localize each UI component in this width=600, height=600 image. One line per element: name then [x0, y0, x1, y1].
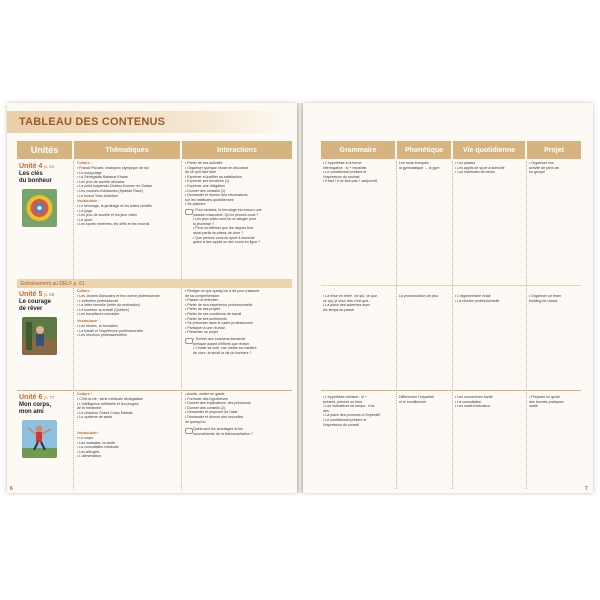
- col-divider: [181, 161, 182, 389]
- unit-6-vocab-label: Vocabulaire :: [77, 431, 100, 435]
- col-divider: [452, 161, 453, 489]
- unit-4-discussion: • Pour certains, le bricolage est encore une passion masculine. Qu'en pensez-vous ? • Les jeux vidéo sont-ils un danger pour la jeunesse ? • Peut-on affirmer que les risques font aussi partie du plaisir de vivre ? • Que pensez-vous du sport à domicile grâce à des applis ou des cours en ligne ?: [193, 208, 262, 245]
- unit-6-photo: [22, 420, 57, 458]
- unit-6-number: Unité 6 p. 77: [19, 394, 55, 401]
- unit-5-projet: • Organiser un team building de classe: [529, 294, 562, 303]
- unit-4-culture: • Franck Piccard, champion olympique de ski • Le surpyclage • Le Sénégalais Babacar Khane • Les jeux de société africains • Le point suspendu Charles Kuonen en Suisse • Les courses d'obstacles (Spartan Race) • Le luxeur Yves Aubetton: [77, 166, 153, 198]
- unit-6-vie-quotidienne: • Les couvertures santé • La consultation • Les mails fradouleux: [455, 395, 493, 409]
- row-divider: [321, 390, 581, 391]
- col-divider: [73, 161, 74, 389]
- unit-4-title: Les clés du bonheur: [19, 171, 52, 184]
- unit-5-title: Le courage de rêver: [19, 299, 52, 312]
- unit-4-vie-quotidienne: • Les plaisirs • Les applis de sport à domicile • Les habitudes de loisirs: [455, 161, 505, 175]
- speech-bubble-icon: [185, 338, 193, 344]
- col-divider: [73, 392, 74, 490]
- header-units: Unités: [17, 141, 72, 159]
- col-divider: [396, 161, 397, 489]
- unit-4-interactions: • Parler de ses activités • Organiser quelque chose en discutant de ce qu'il faut faire • Exprimer et justifier sa satisfaction • Exprimer ses émotions (1) • Exprimer une obligation • Donner des conseils (1) • Demander et donner des informations sur les habitudes quotidiennes • Se plaindre: [185, 161, 248, 207]
- unit-5-culture-label: Culture :: [77, 289, 92, 293]
- unit-4-photo: [22, 189, 57, 227]
- unit-4-number: Unité 4 p. 51: [19, 163, 55, 170]
- unit-6-discussion: Quels sont les avantages et les inconvénients de la téléconsultation ?: [193, 427, 253, 436]
- unit-6-vocab: • Le corps • Les maladies, la santé • La consultation médicale • Les allergies • L'alimentation: [77, 436, 119, 459]
- header-projet: Projet: [527, 141, 581, 159]
- unit-4-grammaire: • L'hypothèse à la forme interrogative : si + imparfait • Le conditionnel présent et l'expression du souhait • Il faut / il ne faut pas + subjonctif: [323, 161, 377, 184]
- left-page: [7, 103, 297, 493]
- unit-6-culture-label: Culture :: [77, 392, 92, 396]
- header-vie-quotidienne: Vie quotidienne: [453, 141, 525, 159]
- unit-6-projet: • Préparer un guide des bonnes pratiques santé: [529, 395, 564, 409]
- unit-5-photo: [22, 317, 57, 355]
- unit-6-culture: • C'est la vie : série médicale sénégalaise • L'intelligence artificielle et les progrès de la médecine • Le chanteur Grand Corps Malade • Le système de santé: [77, 397, 144, 420]
- unit-5-discussion: • Trichier aux examens demande presque autant d'efforts que réviser • Choisir sa voie, voir mettre sa manière de vivre, la serait la clé du bonheur ?: [193, 337, 257, 355]
- unit-4-culture-label: Culture :: [77, 161, 92, 165]
- row-divider: [17, 390, 292, 391]
- unit-6-interactions: • Avertir, mettre en garde • Formuler des hypothèses • Donner des explications, des précisions • Donner des conseils (2) • Demander et proposer de l'aide • Demander et donner des nouvelles de quelqu'un: [185, 392, 251, 424]
- unit-6-title: Mon corps, mon ami: [19, 402, 52, 415]
- speech-bubble-icon: [185, 428, 193, 434]
- page-title: TABLEAU DES CONTENUS: [19, 116, 166, 128]
- unit-5-vie-quotidienne: • L'argumentaire éclair • La réunion professionnelle: [455, 294, 500, 303]
- unit-4-vocab: • Le bricolage, le jardinage et les loisirs créatifs • Le yoga • Les jeux de société et les jeux vidéo • Le sport • Les sports extrêmes, les défis et les records: [77, 204, 152, 227]
- unit-5-interactions: • Rédiger ce que quelqu'un a dit pour s'assurer de sa compréhension • Passer un entretien • Parler de son expérience professionnelle • Parler de ses projets • Parler de ses conditions de travail • Parler de ses sentiments • Se présenter dans le cadre professionnel • Participer à une réunion • Présenter un projet: [185, 289, 260, 335]
- col-divider: [526, 161, 527, 489]
- unit-5-grammaire: • La mise en relief : ce qui, ce que, ce qui, je veux dire c'est que... • La place des adverbes avec les temps du passé: [323, 294, 378, 312]
- page-number-right: 7: [585, 486, 588, 492]
- delf-banner: Entraînement au DELF p. 61: [17, 279, 292, 288]
- unit-5-vocab: • Les études, la formation • Le travail et l'expérience professionnelle • Les réunions professionnelles: [77, 324, 144, 338]
- unit-5-phonetique: La prononciation de plus: [399, 294, 439, 298]
- row-divider: [321, 285, 581, 286]
- header-grammaire: Grammaire: [321, 141, 395, 159]
- unit-5-number: Unité 5 p. 65: [19, 291, 55, 298]
- page-number-left: 6: [10, 486, 13, 492]
- col-divider: [181, 392, 182, 490]
- header-phonetique: Phonétique: [397, 141, 451, 159]
- unit-5-vocab-label: Vocabulaire :: [77, 319, 100, 323]
- unit-4-phonetique: Les mots tronqués : la gymnastique → la gym: [399, 161, 440, 170]
- unit-5-culture: • Les Jeunes Marocains et leur avenir professionnel • L'entretien professionnel • La lettre formelle (lettre de motivation) • Le bonheur au travail (Québec) • Les travailleurs nomades: [77, 294, 160, 317]
- unit-6-grammaire: • L'hypothèse certaine : si + présent, présent ou futur • Les indicateurs de temps : d'ici, dès • La place des pronoms à l'impératif • Le conditionnel présent et l'expression du conseil: [323, 395, 380, 427]
- header-thematiques: Thématiques: [74, 141, 180, 159]
- unit-4-vocab-label: Vocabulaire :: [77, 199, 100, 203]
- right-page: [303, 103, 593, 493]
- unit-4-projet: • Organiser une activité de plein air en groupe: [529, 161, 559, 175]
- header-interactions: Interactions: [182, 141, 292, 159]
- unit-6-phonetique: Différencier l'imparfait et le conditionnel: [399, 395, 434, 404]
- speech-bubble-icon: [185, 209, 193, 215]
